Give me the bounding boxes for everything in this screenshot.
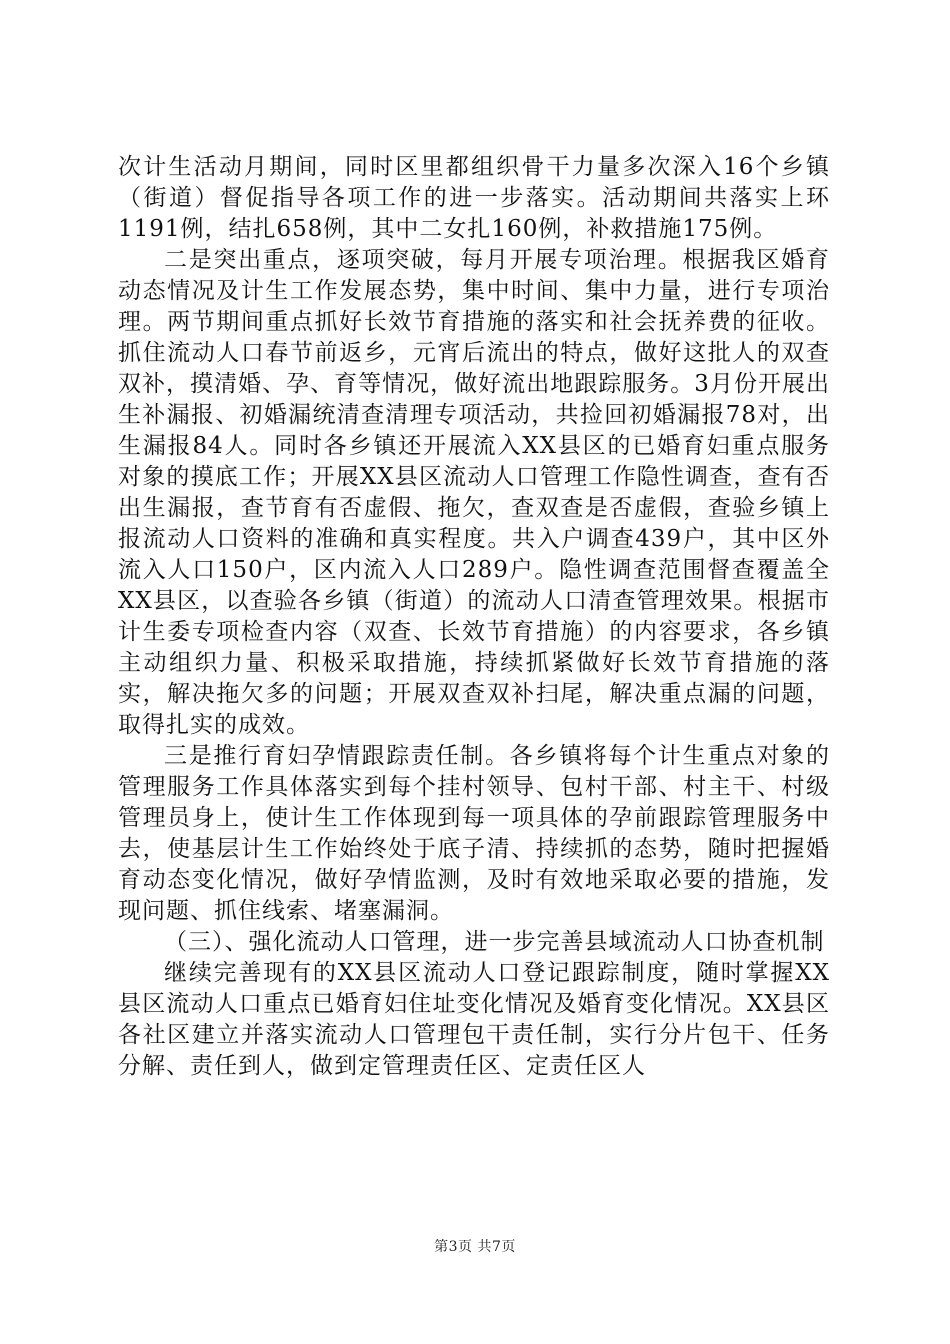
- body-text: [118, 152, 830, 1082]
- paragraph-5: 继续完善现有的XX县区流动人口登记跟踪制度，随时掌握XX县区流动人口重点已婚育妇住址变化情况及婚育变化情况。XX县区各社区建立并落实流动人口管理包干责任制，实行分片包干、任务分解、责任到人，做到定管理责任区、定责任区人: [118, 960, 830, 1079]
- paragraph-3: 三是推行育妇孕情跟踪责任制。各乡镇将每个计生重点对象的管理服务工作具体落实到每个挂村领导、包村干部、村主干、村级管理员身上，使计生工作体现到每一项具体的孕前跟踪管理服务中去，使基层计生工作始终处于底子清、持续抓的态势，随时把握婚育动态变化情况，做好孕情监测，及时有效地采取必要的措施，发现问题、抓住线索、堵塞漏洞。: [118, 743, 830, 924]
- section-heading: （三）、强化流动人口管理，进一步完善县域流动人口协查机制: [164, 929, 825, 955]
- paragraph-2: 二是突出重点，逐项突破，每月开展专项治理。根据我区婚育动态情况及计生工作发展态势，集中时间、集中力量，进行专项治理。两节期间重点抓好长效节育措施的落实和社会抚养费的征收。抓住流动人口春节前返乡，元宵后流出的特点，做好这批人的双查双补，摸清婚、孕、育等情况，做好流出地跟踪服务。3月份开展出生补漏报、初婚漏统清查清理专项活动，共捡回初婚漏报78对，出生漏报84人。同时各乡镇还开展流入XX县区的已婚育妇重点服务对象的摸底工作；开展XX县区流动人口管理工作隐性调查，查有否出生漏报，查节育有否虚假、拖欠，查双查是否虚假，查验乡镇上报流动人口资料的准确和真实程度。共入户调查439户，其中区外流入人口150户，区内流入人口289户。隐性调查范围督查覆盖全XX县区，以查验各乡镇（街道）的流动人口清查管理效果。根据市计生委专项检查内容（双查、长效节育措施）的内容要求，各乡镇主动组织力量、积极采取措施，持续抓紧做好长效节育措施的落实，解决拖欠多的问题；开展双查双补扫尾，解决重点漏的问题，取得扎实的成效。: [118, 247, 830, 738]
- page-footer: 第3页 共7页: [434, 1239, 516, 1255]
- paragraph-1: 次计生活动月期间，同时区里都组织骨干力量多次深入16个乡镇（街道）督促指导各项工作的进一步落实。活动期间共落实上环1191例，结扎658例，其中二女扎160例，补救措施175例。: [118, 154, 830, 242]
